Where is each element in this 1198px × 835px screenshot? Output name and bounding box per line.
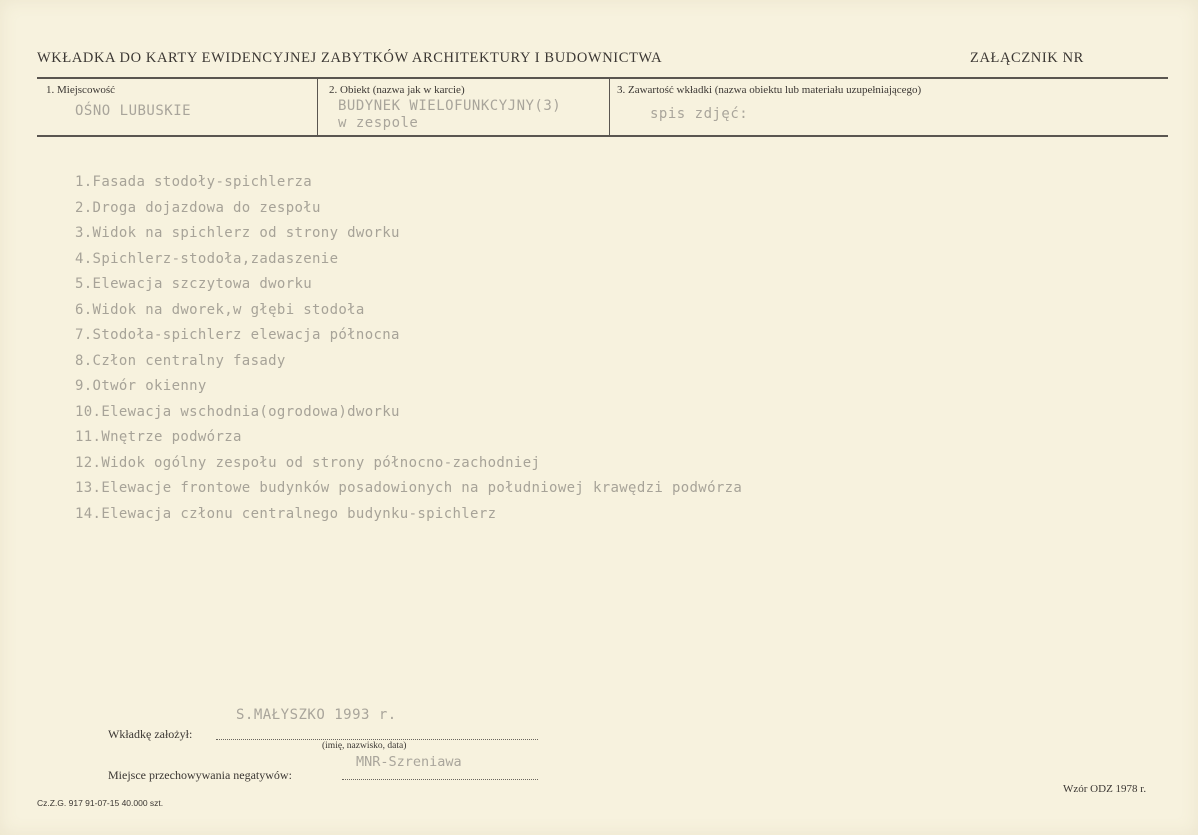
founder-label: Wkładkę założył: <box>108 727 193 741</box>
list-item: 7.Stodoła-spichlerz elewacja północna <box>75 327 400 343</box>
list-item: 8.Człon centralny fasady <box>75 352 286 369</box>
print-code: Cz.Z.G. 917 91-07-15 40.000 szt. <box>37 798 164 808</box>
list-item: 4.Spichlerz-stodoła,zadaszenie <box>75 250 339 267</box>
annex-label: ZAŁĄCZNIK NR <box>970 50 1084 66</box>
list-item: 13.Elewacje frontowe budynków posadowionych na południowej krawędzi podwórza <box>75 480 743 496</box>
list-item: 1.Fasada stodoły-spichlerza <box>75 174 313 190</box>
locality-value: OŚNO LUBUSKIE <box>75 103 192 119</box>
list-item: 9.Otwór okienny <box>75 378 207 394</box>
list-item: 2.Droga dojazdowa do zespołu <box>75 199 321 216</box>
list-item: 5.Elewacja szczytowa dworku <box>75 276 313 292</box>
photo-list <box>75 170 742 527</box>
header-rule-top <box>37 77 1168 79</box>
form-model-label: Wzór ODZ 1978 r. <box>1063 783 1147 795</box>
list-item: 11.Wnętrze podwórza <box>75 429 242 445</box>
list-item: 14.Elewacja członu centralnego budynku-spichlerz <box>75 505 497 522</box>
founder-caption: (imię, nazwisko, data) <box>322 741 407 751</box>
storage-value: MNR-Szreniawa <box>356 754 462 770</box>
list-item: 3.Widok na spichlerz od strony dworku <box>75 225 400 241</box>
founder-value: S.MAŁYSZKO 1993 r. <box>236 707 397 723</box>
list-item: 6.Widok na dworek,w głębi stodoła <box>75 301 365 318</box>
list-item: 12.Widok ogólny zespołu od strony północno-zachodniej <box>75 454 541 471</box>
header-rule-bottom <box>37 135 1168 137</box>
field-divider-1 <box>317 79 318 135</box>
content-value: spis zdjęć: <box>650 106 749 122</box>
field-divider-2 <box>609 79 610 135</box>
list-item: 10.Elewacja wschodnia(ogrodowa)dworku <box>75 403 400 420</box>
object-label: 2. Obiekt (nazwa jak w karcie) <box>329 84 465 96</box>
object-value-line1: BUDYNEK WIELOFUNKCYJNY(3) <box>338 98 562 114</box>
object-value-line2: w zespole <box>338 115 419 131</box>
form-title: WKŁADKA DO KARTY EWIDENCYJNEJ ZABYTKÓW ARCHITEKTURY I BUDOWNICTWA <box>37 50 663 66</box>
storage-label: Miejsce przechowywania negatywów: <box>108 768 292 782</box>
founder-dotted-line <box>216 739 538 740</box>
storage-dotted-line <box>342 779 538 780</box>
content-label: 3. Zawartość wkładki (nazwa obiektu lub materiału uzupełniającego) <box>617 84 922 96</box>
locality-label: 1. Miejscowość <box>46 84 116 96</box>
